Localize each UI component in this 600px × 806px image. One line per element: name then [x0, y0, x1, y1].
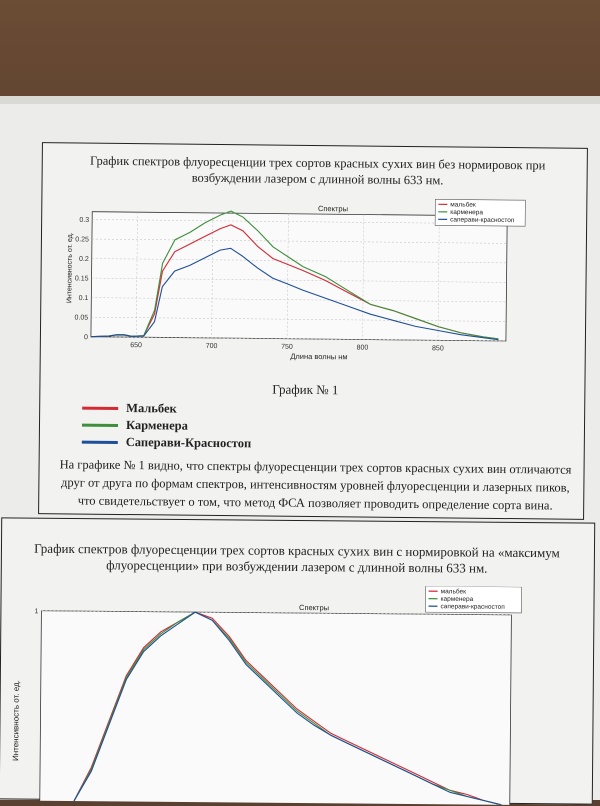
series-legend [82, 400, 252, 453]
chart-legend-label-1: карменера [441, 596, 474, 603]
figure-box-2 [0, 517, 595, 804]
chart-title: Спектры [299, 603, 329, 612]
legend-item-malbec [82, 400, 252, 419]
plot-area [91, 212, 507, 341]
y-tick-label: 0 [84, 334, 88, 341]
figure-1-title: График спектров флуоресценции трех сортов красных сухих вин без нормировок при возбуждении лазером с длинной волны 633 нм. [83, 154, 553, 190]
spectra-chart-1 [50, 191, 532, 396]
plot-area [40, 611, 512, 805]
x-tick-label: 850 [432, 345, 444, 352]
y-tick-label: 0.15 [75, 275, 89, 282]
legend-swatch-carmenere [82, 424, 118, 427]
figure-1-description: На графике № 1 видно, что спектры флуоресценции трех сортов красных сухих вин отличаются друг от друга по формам спектров, интенсивностям уровней флуоресценции и лазерных пиков, что свидетельствует о том, что метод ФСА позволяет проводить определение сорта вина. [51, 456, 580, 515]
legend-label-saperavi: Саперави-Красностоп [126, 435, 252, 451]
x-tick-label: 750 [281, 344, 293, 351]
chart-legend-label-0: мальбек [441, 587, 467, 595]
figure-box-1 [38, 142, 588, 520]
chart-legend-label-2: саперави-красностоп [440, 603, 505, 611]
legend-item-saperavi [82, 434, 252, 453]
chart-legend-label-1: карменера [450, 209, 483, 216]
y-axis-label: Интенсивность от. ед. [11, 680, 21, 761]
legend-item-carmenere [82, 417, 252, 436]
figure-2-title: График спектров флуоресценции трех сортов красных сухих вин с нормировкой на «максимум флуоресценции» при возбуждении лазером с длинной волны 633 нм. [17, 541, 577, 578]
spectra-chart-2 [10, 583, 532, 806]
legend-swatch-malbec [82, 407, 118, 410]
graph-caption: График № 1 [245, 381, 365, 398]
x-tick-label: 650 [130, 342, 142, 349]
chart-legend-label-2: саперави-красностоп [450, 216, 515, 224]
x-tick-label: 800 [357, 344, 369, 351]
y-tick-label: 1 [34, 608, 38, 615]
y-tick-label: 0.05 [74, 314, 88, 321]
legend-label-malbec: Мальбек [126, 401, 177, 417]
chart-title: Спектры [318, 204, 348, 213]
chart-legend-label-0: мальбек [450, 200, 476, 208]
y-axis-label: Интенсивность от. ед. [66, 232, 74, 303]
legend-label-carmenere: Карменера [126, 418, 188, 434]
y-tick-label: 0.2 [79, 256, 89, 263]
x-tick-label: 700 [206, 343, 218, 350]
legend-swatch-saperavi [82, 441, 118, 444]
x-axis-label: Длина волны нм [290, 352, 347, 362]
y-tick-label: 0.3 [79, 217, 89, 224]
y-tick-label: 0.25 [75, 236, 89, 243]
y-tick-label: 0.1 [79, 295, 89, 302]
